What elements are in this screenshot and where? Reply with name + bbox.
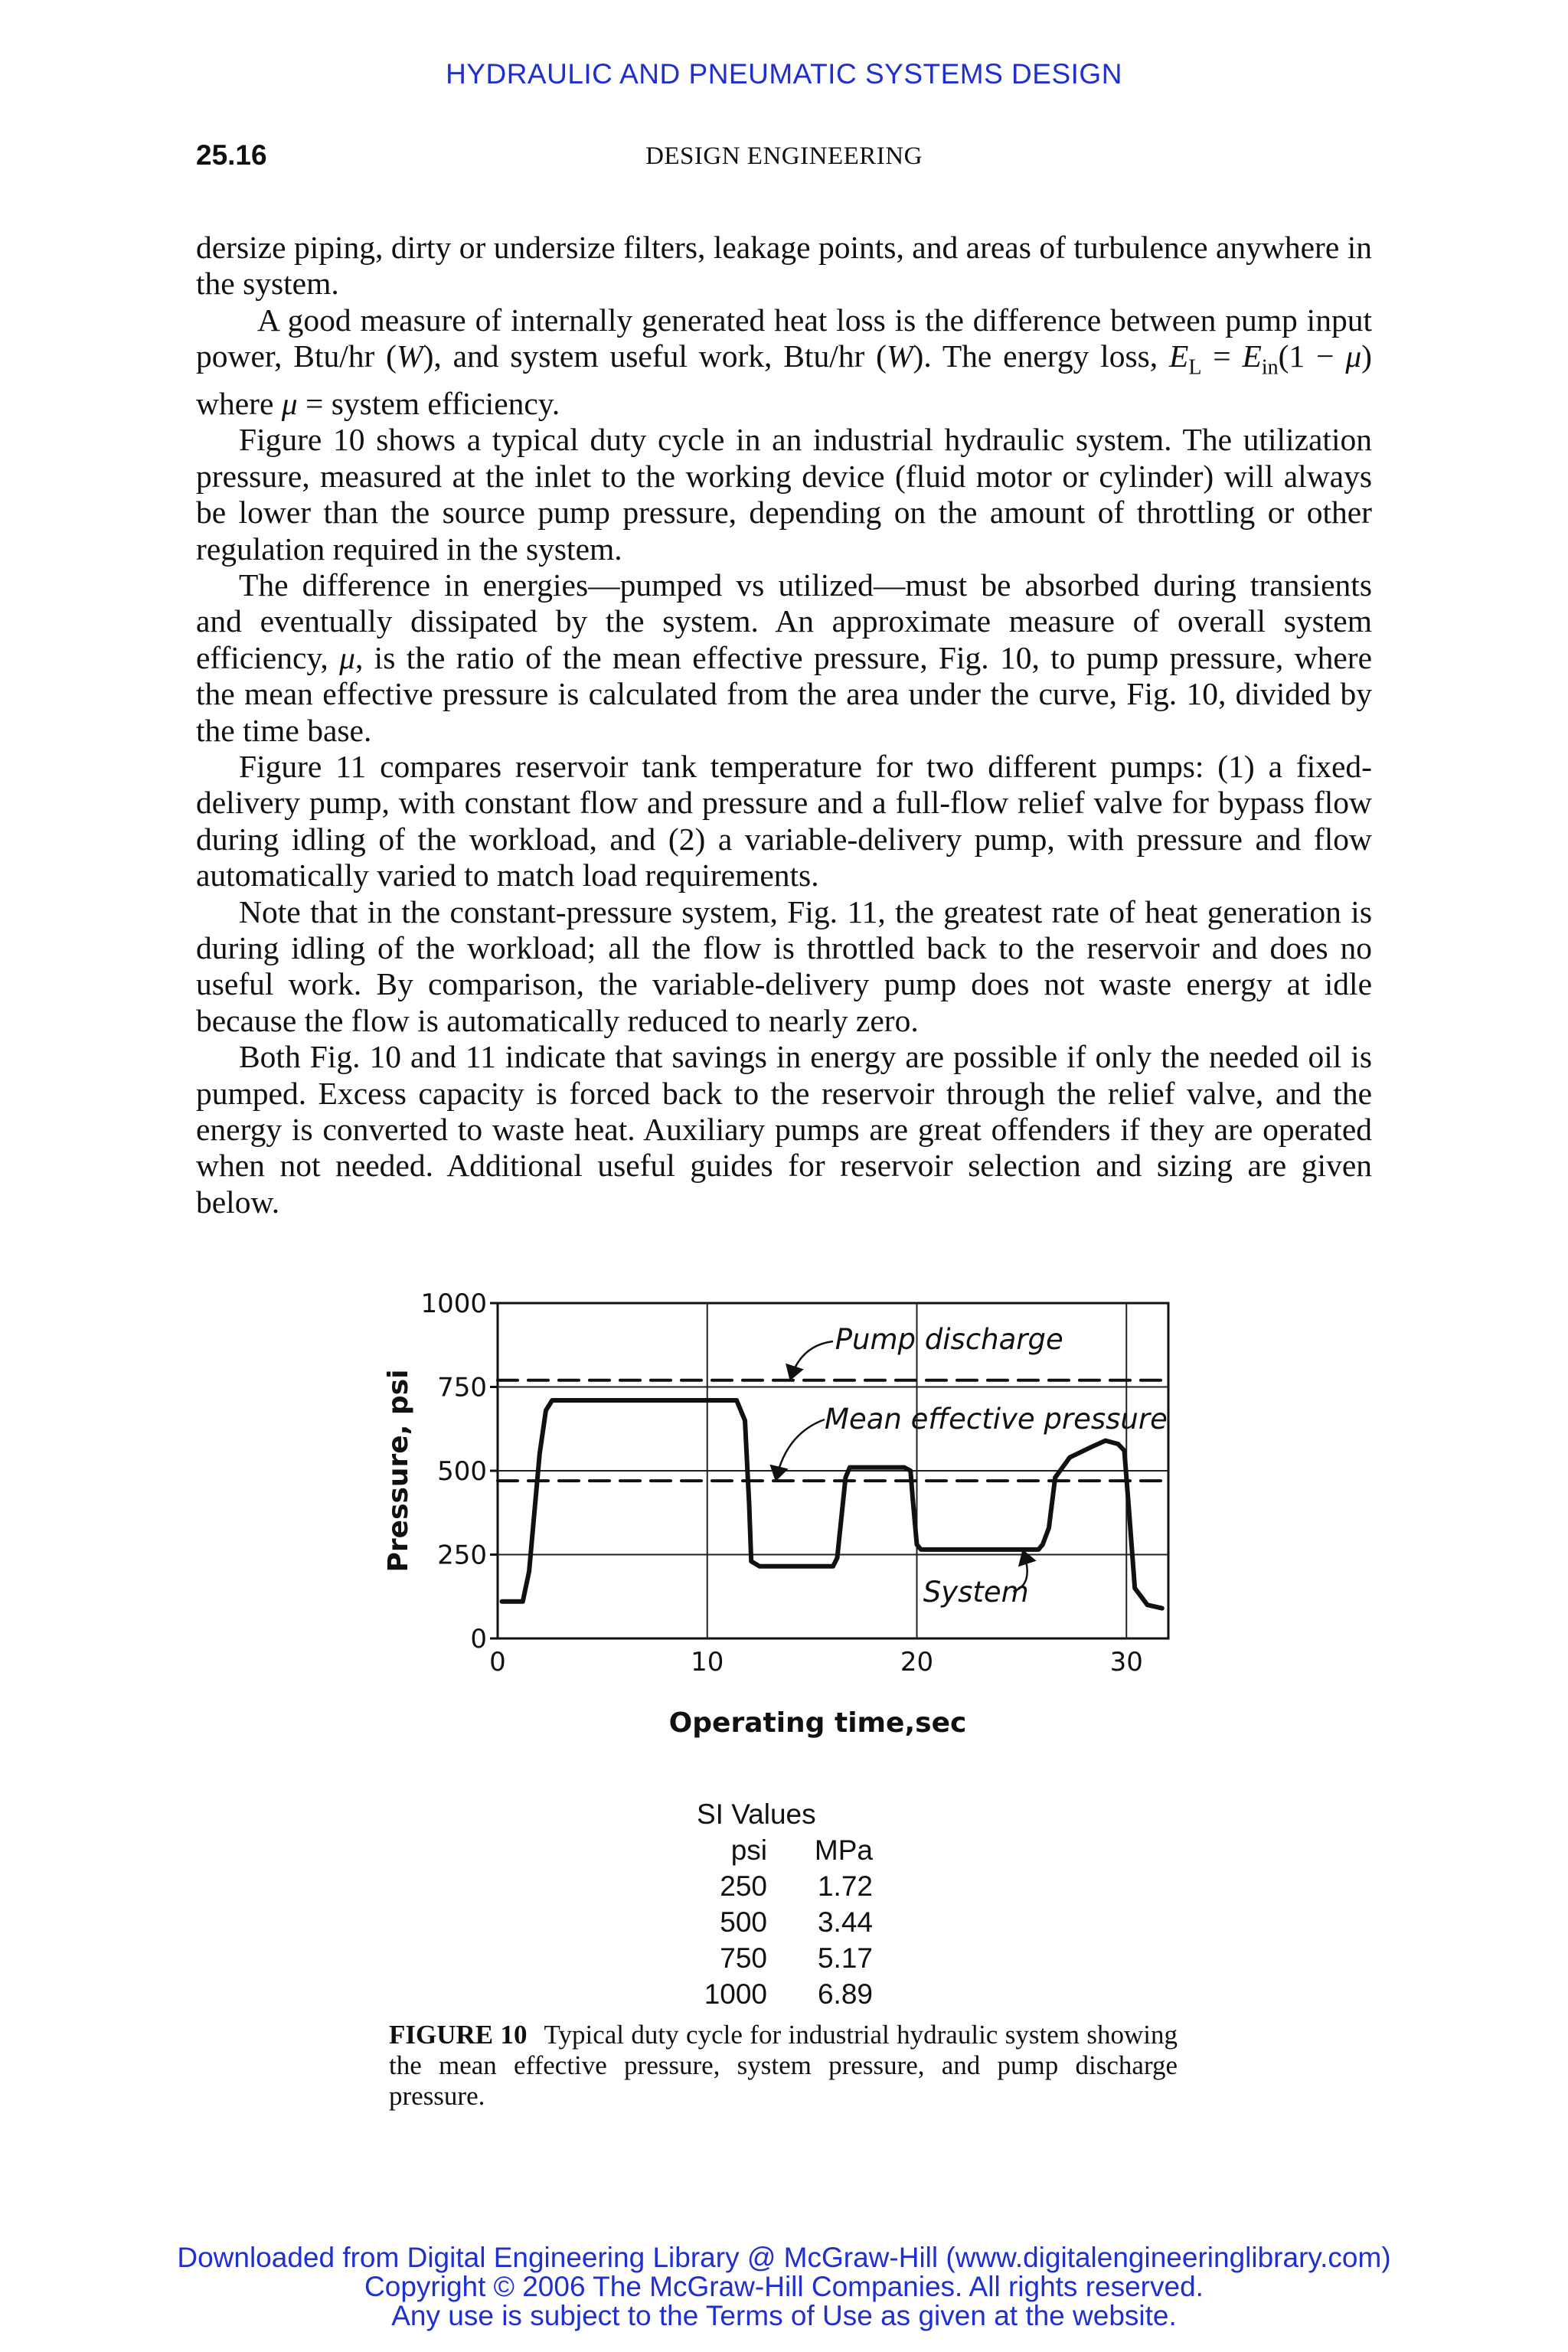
figure-label: FIGURE 10 [389, 2020, 528, 2050]
si-cell: 500 [720, 1906, 767, 1938]
caption-text: Typical duty cycle for industrial hydraulic system showing the mean effective pressure, system pressure, and pump discharge pressure. [389, 2020, 1178, 2111]
pump-discharge-annotation: Pump discharge [835, 1323, 1063, 1356]
paragraph-6: Note that in the constant-pressure system, Fig. 11, the greatest rate of heat generation is during idling of the workload; all the flow is throttled back to the reservoir and does no useful work. By comparison, the variable-delivery pump does not waste energy at idle because the flow is automatically reduced to nearly zero. [196, 893, 1372, 1038]
system-annotation: System [923, 1575, 1029, 1609]
running-head: DESIGN ENGINEERING [645, 142, 923, 170]
si-cell: 3.44 [817, 1906, 873, 1938]
paragraph-7: Both Fig. 10 and 11 indicate that savings in energy are possible if only the needed oil is pumped. Excess capacity is forced back to the reservoir through the relief valve, and the energy is converted to waste heat. Auxiliary pumps are great offenders if they are operated when not needed. Additional useful guides for reservoir selection and sizing are given below. [196, 1039, 1372, 1220]
paragraph-2: A good measure of internally generated heat loss is the difference between pump input power, Btu/hr (W), and system useful work, Btu/hr (W). The energy loss, $E_L = E_{in}(1 - \mu)$ where μ = system efficiency. [196, 302, 1372, 421]
footer-line-1[interactable]: Downloaded from Digital Engineering Library @ McGraw-Hill (www.digitalengineeringlibrary.com) [177, 2242, 1391, 2273]
x-axis-label: Operating time,sec [668, 1707, 967, 1739]
paragraph-5: Figure 11 compares reservoir tank temperature for two different pumps: (1) a fixed-delivery pump, with constant flow and pressure and a full-flow relief valve for bypass flow during idling of the workload, and (2) a variable-delivery pump, with pressure and flow automatically varied to match load requirements. [196, 748, 1372, 893]
footer-line-3: Any use is subject to the Terms of Use as given at the website. [391, 2300, 1177, 2331]
y-tick-label: 1000 [420, 1289, 487, 1319]
page-number: 25.16 [196, 139, 267, 171]
si-table-title: SI Values [697, 1798, 816, 1830]
y-tick-label: 250 [437, 1540, 487, 1571]
footer-line-2: Copyright © 2006 The McGraw-Hill Companies. All rights reserved. [364, 2271, 1204, 2302]
x-tick-label: 20 [900, 1647, 934, 1677]
footer [0, 2243, 1568, 2331]
y-axis-label: Pressure, psi [383, 1369, 414, 1573]
figure-10-chart [375, 1279, 1194, 1769]
figure-caption [389, 2020, 1178, 2112]
y-tick-label: 750 [437, 1372, 487, 1403]
si-header-mpa: MPa [814, 1834, 873, 1866]
x-tick-label: 0 [489, 1647, 506, 1677]
paragraph-4: The difference in energies—pumped vs utilized—must be absorbed during transients and eventually dissipated by the system. An approximate measure of overall system efficiency, μ, is the ratio of the mean effective pressure, Fig. 10, to pump pressure, where the mean effective pressure is calculated from the area under the curve, Fig. 10, divided by the time base. [196, 567, 1372, 748]
si-cell: 1000 [704, 1978, 767, 2010]
mean-effective-pressure-annotation: Mean effective pressure [825, 1403, 1168, 1436]
y-tick-label: 500 [437, 1456, 487, 1487]
paragraph-3: Figure 10 shows a typical duty cycle in an industrial hydraulic system. The utilization pressure, measured at the inlet to the working device (fluid motor or cylinder) will always be lower than the source pump pressure, depending on the amount of throttling or other regulation required in the system. [196, 422, 1372, 567]
si-cell: 250 [720, 1870, 767, 1902]
si-header-psi: psi [730, 1834, 767, 1866]
si-cell: 5.17 [817, 1942, 873, 1974]
si-cell: 750 [720, 1942, 767, 1974]
pump-arrow [791, 1341, 833, 1377]
book-title-header: HYDRAULIC AND PNEUMATIC SYSTEMS DESIGN [446, 58, 1122, 90]
mean-arrow [776, 1419, 825, 1478]
duty-cycle-plot [375, 1279, 1194, 1769]
y-tick-label: 0 [470, 1624, 487, 1655]
si-cell: 1.72 [817, 1870, 873, 1902]
x-tick-label: 10 [691, 1647, 724, 1677]
si-cell: 6.89 [817, 1978, 873, 2010]
x-tick-label: 30 [1109, 1647, 1143, 1677]
paragraph-1: dersize piping, dirty or undersize filters, leakage points, and areas of turbulence anywhere in the system. [196, 230, 1372, 302]
body-text [196, 230, 1372, 1220]
